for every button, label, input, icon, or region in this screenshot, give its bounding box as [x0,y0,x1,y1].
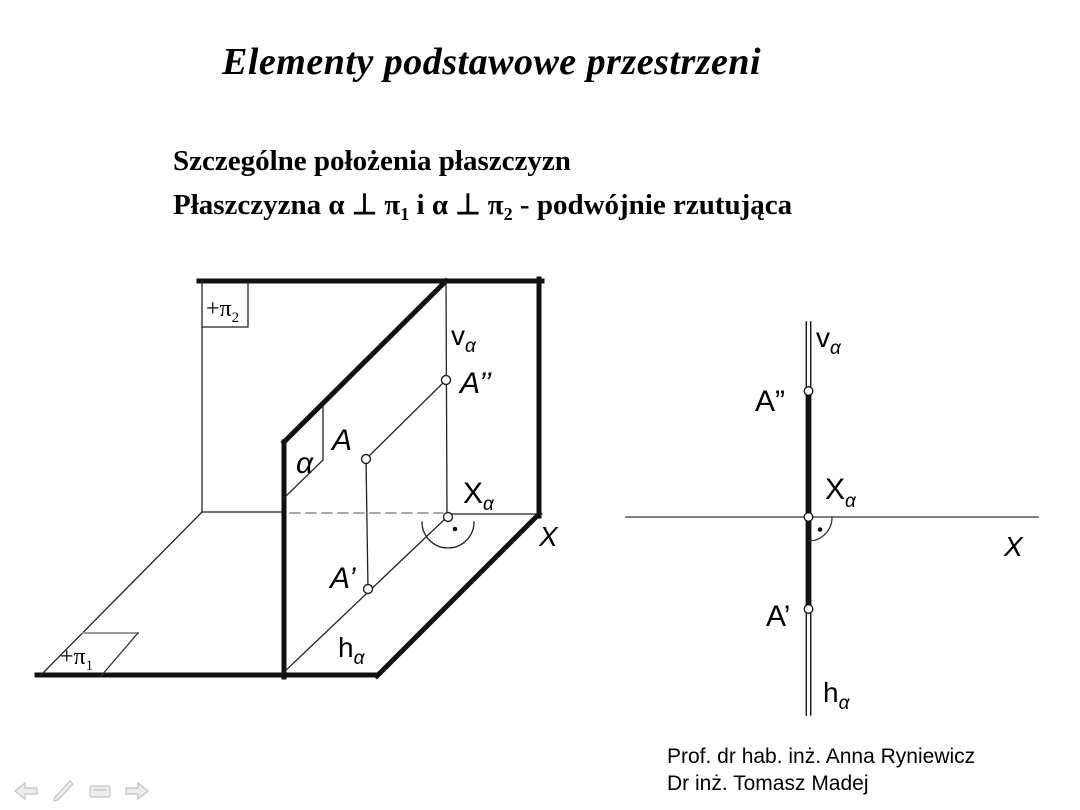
point-A1-label: A’ [330,562,356,595]
alpha-top-edge [284,281,446,442]
pi1-tag-side [101,633,138,676]
point-Xalpha-marker [804,513,813,522]
v-alpha-label: $v_\alpha$ [451,320,476,357]
x-alpha-label: $X_\alpha$ [825,473,856,512]
x-axis-label: X [1004,531,1023,562]
right-angle-dot [453,527,458,532]
x-axis-edge [377,514,539,676]
subtitle-line2-seg3: - podwójnie rzutująca [512,189,793,221]
previous-arrow-icon [15,783,37,799]
pen-tool-button[interactable] [49,779,77,803]
next-slide-button[interactable] [123,779,151,803]
right-angle-arc [422,522,474,548]
point-A2-label: A’’ [460,367,492,400]
slide-menu-icon [90,786,110,797]
previous-slide-button[interactable] [12,779,40,803]
slideshow-nav-toolbar [12,779,151,803]
point-A1-marker [804,605,813,614]
pen-tool-icon [54,781,73,801]
subtitle-line2-seg1: Płaszczyzna α ⊥ π [173,189,401,221]
point-A2-marker [804,387,813,396]
ray-A-to-A1 [366,459,368,589]
point-A1-label: A’ [766,600,791,633]
x-alpha-label: $X_\alpha$ [463,477,494,515]
subtitle-line-1: Szczególne położenia płaszczyzn [173,145,571,177]
point-A-label: A [332,424,353,457]
v-alpha-trace-line [446,282,447,516]
subtitle-line2-seg2: i α ⊥ π [409,189,504,221]
subtitle-pi2-subscript: 2 [503,204,513,224]
pi1-tag-label: $+\pi_1$ [60,644,94,674]
author-line-1: Prof. dr hab. inż. Anna Ryniewicz [667,745,976,768]
ray-A-to-A2 [366,380,446,459]
h-alpha-label: $h_\alpha$ [823,677,850,714]
v-alpha-label: $v_\alpha$ [816,322,841,359]
point-A1-marker [364,585,373,594]
pi2-tag-label: $+\pi_2$ [206,296,240,326]
point-A2-marker [442,376,451,385]
point-A-marker [362,455,371,464]
slide-title: Elementy podstawowe przestrzeni [222,41,762,83]
h-alpha-label: $h_\alpha$ [338,632,365,669]
x-axis-label: X [539,521,558,552]
right-projection-diagram [626,322,1038,715]
point-A2-label: A” [755,385,785,418]
left-pictorial-diagram [37,279,559,677]
h-alpha-trace-line [282,517,447,674]
author-line-2: Dr inż. Tomasz Madej [667,772,869,795]
next-arrow-icon [126,783,148,799]
alpha-plane-label: α [296,447,314,480]
slide-menu-button[interactable] [86,779,114,803]
author-credits [667,743,975,797]
point-Xalpha-marker [444,513,453,522]
subtitle-pi1-subscript: 1 [400,204,410,224]
right-angle-dot [818,527,823,532]
